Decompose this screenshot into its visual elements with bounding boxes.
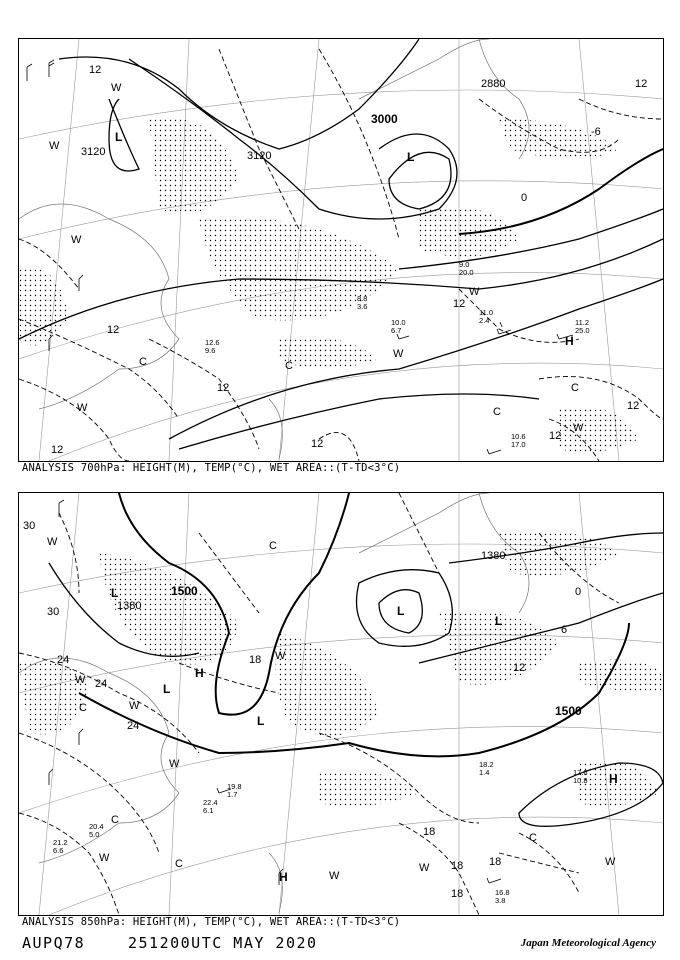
temp-label: 12	[627, 400, 640, 412]
warm-symbol: W	[71, 234, 82, 246]
temp-label: 12	[107, 324, 120, 336]
station-obs: 12.6 9.6	[205, 338, 220, 355]
agency-name: Japan Meteorological Agency	[520, 937, 656, 949]
temp-label: 24	[57, 654, 70, 666]
wet-areas-700	[19, 118, 639, 453]
temp-label: 18	[451, 888, 464, 900]
station-obs: 10.0 6.7	[391, 318, 406, 335]
warm-symbol: W	[77, 402, 88, 414]
low-center-symbol: L	[257, 714, 265, 728]
height-label-1380-east: 1380	[481, 550, 506, 562]
cold-symbol: C	[175, 858, 183, 870]
high-center-symbol: H	[609, 772, 618, 786]
temp-label: 18	[451, 860, 464, 872]
warm-symbol: W	[419, 862, 430, 874]
caption-850hpa: ANALYSIS 850hPa: HEIGHT(M), TEMP(°C), WET AREA::(T-TD<3°C)	[22, 916, 401, 928]
low-center-symbol: L	[397, 604, 405, 618]
warm-symbol: W	[605, 856, 616, 868]
height-label-1500-west: 1500	[171, 584, 198, 598]
cold-symbol: C	[79, 702, 87, 714]
wet-areas-850	[19, 531, 663, 807]
high-center-symbol: H	[195, 666, 204, 680]
cold-symbol: C	[139, 356, 147, 368]
station-obs: 9.0 20.0	[459, 260, 474, 277]
temp-label: 12	[89, 64, 102, 76]
warm-symbol: W	[99, 852, 110, 864]
map-700hpa-canvas	[19, 39, 663, 461]
temp-label: 24	[95, 678, 108, 690]
temp-label: 18	[423, 826, 436, 838]
warm-symbol: W	[129, 700, 140, 712]
height-label-1500-east: 1500	[555, 704, 582, 718]
station-obs: 16.8 3.8	[495, 888, 510, 905]
temp-label: 18	[489, 856, 502, 868]
temp-label: 12	[513, 662, 526, 674]
station-obs: 18.2 1.4	[479, 760, 494, 777]
height-label-2880: 2880	[481, 78, 506, 90]
station-obs: 11.0 2.4	[479, 308, 494, 325]
cold-symbol: C	[529, 832, 537, 844]
temp-label: 12	[549, 430, 562, 442]
warm-symbol: W	[47, 536, 58, 548]
chart-id: AUPQ78	[22, 934, 86, 952]
cold-symbol: C	[571, 382, 579, 394]
station-obs: 21.2 6.6	[53, 838, 68, 855]
warm-symbol: W	[169, 758, 180, 770]
caption-700hpa: ANALYSIS 700hPa: HEIGHT(M), TEMP(°C), WET AREA::(T-TD<3°C)	[22, 462, 401, 474]
station-obs: 11.2 25.0	[575, 318, 590, 335]
cold-symbol: C	[285, 360, 293, 372]
height-label-3120-west: 3120	[81, 146, 106, 158]
low-center-symbol: L	[115, 130, 123, 144]
temp-label: 12	[311, 438, 324, 450]
temp-label: 0	[521, 192, 528, 204]
chart-valid-time: 251200UTC MAY 2020	[128, 934, 318, 952]
temp-label: 0	[575, 586, 582, 598]
temp-label: 12	[51, 444, 64, 456]
temp-label: 12	[453, 298, 466, 310]
temp-label: 30	[47, 606, 60, 618]
low-center-symbol: L	[111, 586, 119, 600]
warm-symbol: W	[75, 674, 86, 686]
low-center-symbol: L	[163, 682, 171, 696]
height-label-3120-center: 3120	[247, 150, 272, 162]
warm-symbol: W	[275, 650, 286, 662]
low-center-symbol: L	[495, 614, 503, 628]
station-obs: 17.6 10.8	[573, 768, 588, 785]
cold-symbol: C	[111, 814, 119, 826]
temp-label: 12	[635, 78, 648, 90]
high-center-symbol: H	[565, 334, 574, 348]
station-obs: 19.8 1.7	[227, 782, 242, 799]
temp-label: 12	[217, 382, 230, 394]
warm-symbol: W	[573, 422, 584, 434]
warm-symbol: W	[329, 870, 340, 882]
station-obs: 20.4 5.0	[89, 822, 104, 839]
station-obs: 10.6 17.0	[511, 432, 526, 449]
warm-symbol: W	[393, 348, 404, 360]
cold-symbol: C	[269, 540, 277, 552]
temp-label: 6	[561, 624, 568, 636]
height-label-3000: 3000	[371, 112, 398, 126]
temp-label: -6	[591, 126, 601, 138]
warm-symbol: W	[111, 82, 122, 94]
cold-symbol: C	[493, 406, 501, 418]
height-label-1380-west: 1380	[117, 600, 142, 612]
temp-label: 30	[23, 520, 36, 532]
map-panel-700hpa	[18, 38, 664, 462]
high-center-symbol: H	[279, 870, 288, 884]
map-panel-850hpa	[18, 492, 664, 916]
warm-symbol: W	[49, 140, 60, 152]
station-obs: 22.4 6.1	[203, 798, 218, 815]
station-obs: 8.8 3.6	[357, 294, 368, 311]
temp-label: 24	[127, 720, 140, 732]
warm-symbol: W	[469, 286, 480, 298]
temp-label: 18	[249, 654, 262, 666]
low-center-symbol: L	[407, 150, 415, 164]
